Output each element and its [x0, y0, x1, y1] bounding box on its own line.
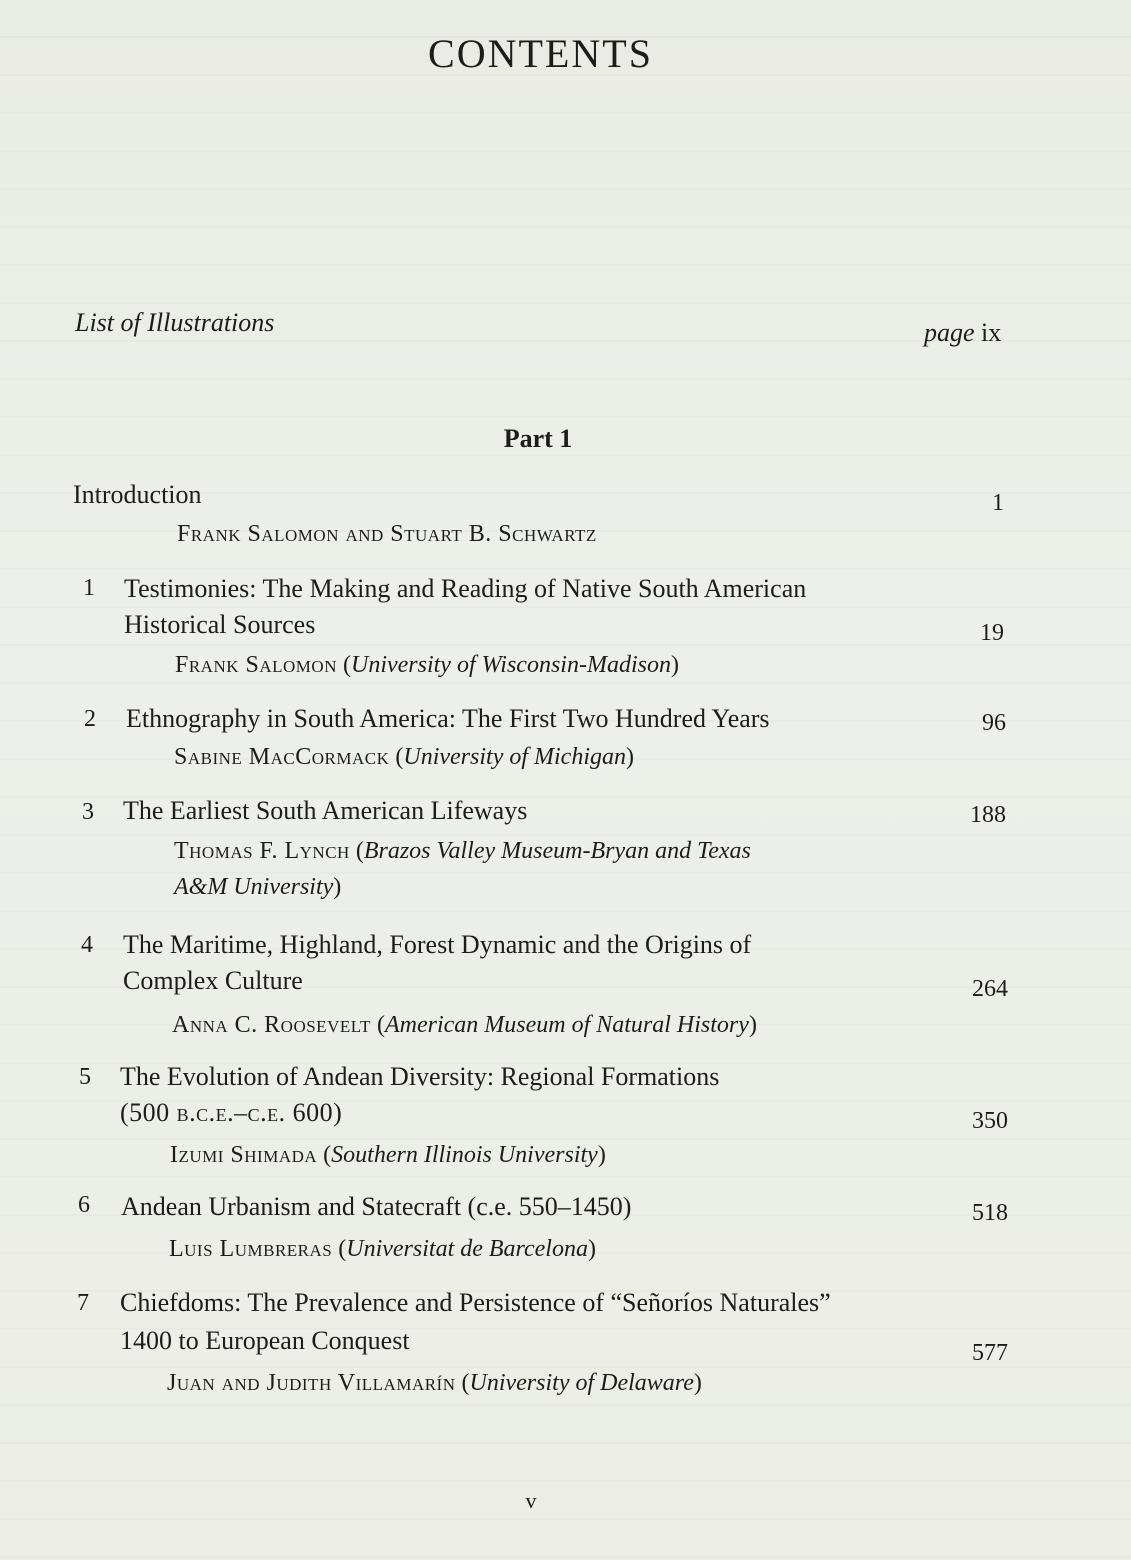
chapter-page: 350 [972, 1108, 1008, 1134]
part-heading: Part 1 [503, 424, 573, 453]
chapter-page: 188 [970, 802, 1006, 828]
author-name: Anna C. Roosevelt [172, 1012, 371, 1038]
chapter-author: Frank Salomon (University of Wisconsin-Madison) [175, 652, 679, 678]
chapter-page: 577 [972, 1340, 1008, 1366]
intro-page: 1 [992, 490, 1004, 516]
author-affiliation: Universitat de Barcelona [346, 1236, 588, 1262]
chapter-title-line2: Complex Culture [123, 966, 303, 995]
chapter-title-line1: The Evolution of Andean Diversity: Regional Formations [120, 1062, 720, 1091]
author-name: Sabine MacCormack [174, 744, 390, 770]
chapter-title-line1 [121, 1188, 631, 1225]
chapter-author: Thomas F. Lynch (Brazos Valley Museum-Bryan and Texas [174, 838, 751, 864]
author-affiliation: University of Wisconsin-Madison [350, 652, 671, 678]
chapter-number: 1 [83, 575, 95, 601]
chapter-title-text: Andean Urbanism and Statecraft (c.e. 550–1450) [121, 1192, 632, 1221]
chapter-title-line1: The Maritime, Highland, Forest Dynamic and the Origins of [123, 930, 752, 959]
chapter-title-line1: Testimonies: The Making and Reading of Native South American [124, 574, 807, 603]
chapter-title-line1: The Earliest South American Lifeways [123, 796, 528, 825]
author-affiliation: University of Michigan [403, 744, 626, 770]
chapter-author: Sabine MacCormack (University of Michigan) [174, 744, 634, 770]
chapter-number: 6 [78, 1192, 90, 1218]
chapter-title-line1: Ethnography in South America: The First Two Hundred Years [126, 704, 770, 733]
author-affiliation: University of Delaware [469, 1370, 694, 1396]
intro-authors: Frank Salomon and Stuart B. Schwartz [177, 521, 597, 547]
chapter-number: 4 [81, 932, 93, 958]
chapter-author-affiliation-cont: A&M University) [174, 874, 342, 900]
chapter-author: Anna C. Roosevelt (American Museum of Natural History) [172, 1012, 757, 1038]
author-name: Thomas F. Lynch [174, 838, 350, 864]
chapter-author: Juan and Judith Villamarín (University of Delaware) [167, 1370, 702, 1396]
intro-title: Introduction [73, 480, 202, 509]
author-affiliation: Brazos Valley Museum-Bryan and Texas [363, 838, 751, 864]
chapter-title-line2: 1400 to European Conquest [120, 1326, 410, 1355]
author-name: Luis Lumbreras [169, 1236, 333, 1262]
chapter-title-line2: Historical Sources [124, 610, 316, 639]
chapter-number: 3 [82, 799, 94, 825]
author-name: Izumi Shimada [170, 1142, 318, 1168]
chapter-page: 19 [980, 620, 1004, 646]
author-name: Frank Salomon [175, 652, 337, 678]
page-word: page [924, 318, 975, 347]
author-affiliation: American Museum of Natural History [384, 1012, 749, 1038]
author-name: Juan and Judith Villamarín [167, 1370, 456, 1396]
list-of-illustrations-label: List of Illustrations [75, 308, 275, 337]
chapter-number: 2 [84, 706, 96, 732]
list-of-illustrations-page [924, 318, 1001, 348]
chapter-title-line1: Chiefdoms: The Prevalence and Persistence of “Señoríos Naturales” [120, 1288, 831, 1317]
chapter-title-line2: (500 b.c.e.–c.e. 600) [120, 1098, 343, 1127]
chapter-number: 5 [79, 1064, 91, 1090]
chapter-number: 7 [77, 1290, 89, 1316]
author-affiliation-line2: A&M University [174, 874, 334, 900]
page-folio: v [525, 1488, 537, 1513]
chapter-author: Luis Lumbreras (Universitat de Barcelona) [169, 1236, 596, 1262]
chapter-page: 518 [972, 1200, 1008, 1226]
chapter-page: 264 [972, 976, 1008, 1002]
chapter-author: Izumi Shimada (Southern Illinois University) [170, 1142, 606, 1168]
page-number: ix [981, 318, 1002, 347]
chapter-page: 96 [982, 710, 1006, 736]
contents-heading: CONTENTS [428, 31, 653, 76]
author-affiliation: Southern Illinois University [331, 1142, 598, 1168]
